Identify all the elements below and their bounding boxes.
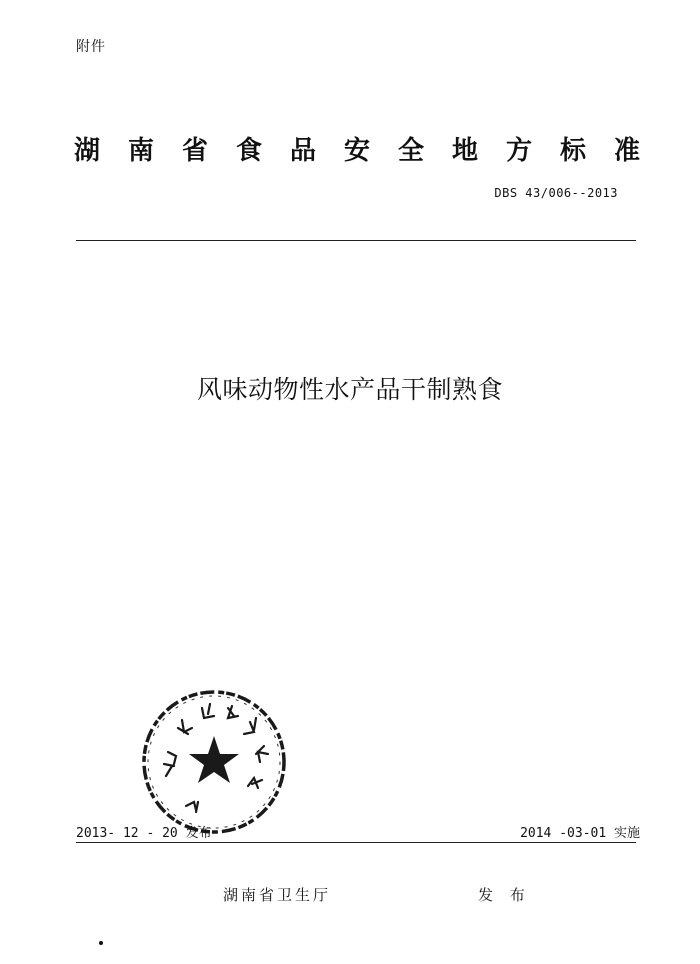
document-title: 风味动物性水产品干制熟食 [196, 375, 503, 404]
header-divider [76, 240, 636, 241]
issue-verb: 发 布 [478, 886, 531, 904]
page-speck [99, 941, 103, 945]
footer-divider [76, 842, 636, 843]
attachment-label: 附件 [76, 39, 106, 55]
official-seal-icon [140, 688, 288, 836]
standard-code: DBS 43/006--2013 [494, 186, 618, 200]
release-date: 2013- 12 - 20 发布 [76, 826, 212, 841]
implementation-date: 2014 -03-01 实施 [520, 826, 640, 841]
agency-title: 湖南省食品安全地方标准 [74, 136, 669, 166]
issuing-authority: 湖南省卫生厅 [223, 886, 332, 904]
